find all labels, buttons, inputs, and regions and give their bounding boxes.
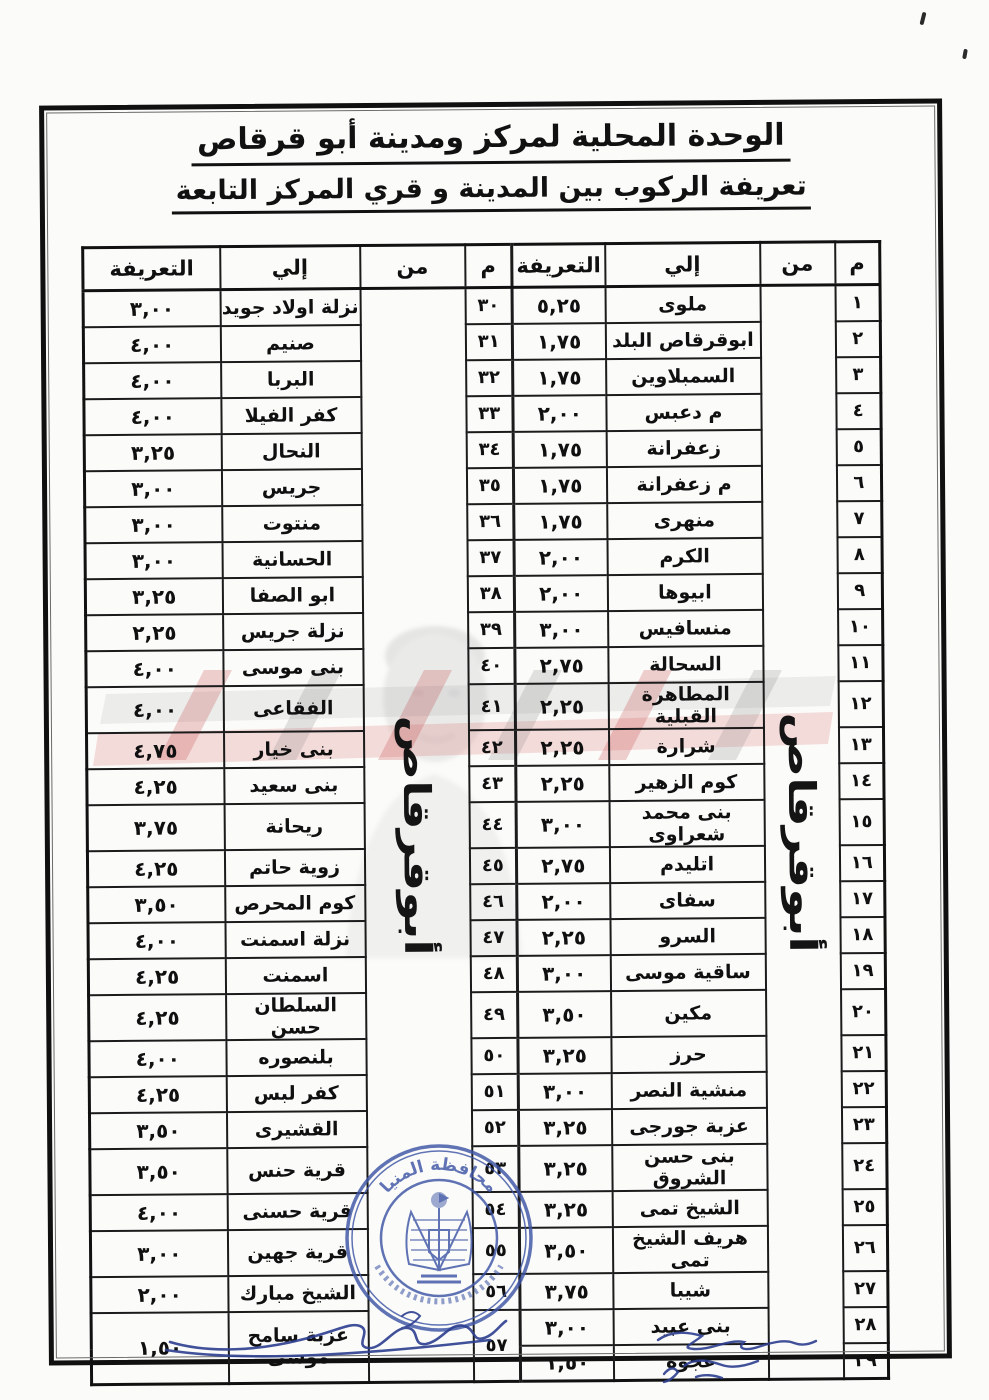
- fare-cell: ٢,٢٥: [515, 729, 608, 766]
- row-number-cell: ١٧: [840, 880, 885, 916]
- fare-cell: ٢,٧٥: [516, 847, 609, 884]
- destination-cell: بنى محمد شعراوى: [609, 799, 764, 846]
- row-number-cell: ٣٦: [467, 503, 514, 539]
- fare-cell: ١,٥٠: [520, 1345, 613, 1382]
- fare-cell: ٣,٢٥: [518, 1109, 611, 1146]
- row-number-cell: ٣٨: [467, 575, 514, 611]
- fare-cell: ٣,٠٠: [515, 611, 608, 648]
- from-vertical-label-right: أبوقرقاص: [779, 711, 825, 953]
- destination-cell: كفر الفيلا: [221, 397, 361, 434]
- destination-cell: الشيخ تمى: [612, 1189, 767, 1226]
- fare-cell: ٤,٠٠: [88, 922, 225, 959]
- row-number-cell: ٤: [836, 392, 881, 428]
- row-number-cell: ١٤: [839, 762, 884, 798]
- row-number-cell: ٥٥: [472, 1227, 519, 1273]
- row-number-cell: ٤٨: [470, 955, 517, 991]
- destination-cell: زعفرانة: [606, 429, 761, 466]
- destination-cell: زوية حاتم: [224, 849, 364, 886]
- ink-speck: [919, 12, 926, 26]
- destination-cell: جريس: [221, 469, 361, 506]
- header-to-left: إلي: [220, 246, 360, 290]
- destination-cell: نزلة اسمنت: [225, 921, 365, 958]
- destination-cell: سفاى: [610, 881, 765, 918]
- fare-table-header: [83, 241, 880, 290]
- fare-cell: ٢,٢٥: [515, 683, 608, 730]
- destination-cell: اتليدم: [609, 845, 764, 882]
- ink-speck: [962, 49, 968, 60]
- header-fare-left: التعريفة: [83, 247, 220, 291]
- row-number-cell: ٧: [837, 500, 882, 536]
- fare-cell: ٤,٠٠: [84, 398, 221, 435]
- destination-cell: الفقاعى: [223, 685, 363, 732]
- fare-cell: ٣,٢٥: [518, 1037, 611, 1074]
- fare-cell: ١,٧٥: [512, 323, 605, 360]
- row-number-cell: ٤٢: [468, 729, 515, 765]
- fare-cell: ٤,٢٥: [89, 1076, 226, 1113]
- destination-cell: منتوت: [222, 505, 362, 542]
- fare-cell: ٣,٥٠: [518, 991, 611, 1038]
- destination-cell: البربا: [221, 361, 361, 398]
- row-number-cell: ١١: [838, 644, 883, 680]
- destination-cell: م دعبس: [606, 393, 761, 430]
- row-number-cell: ٢٢: [841, 1070, 886, 1106]
- fare-cell: ٣,٠٠: [518, 1073, 611, 1110]
- page-title: الوحدة المحلية لمركز ومدينة أبو قرقاص: [191, 119, 791, 166]
- destination-cell: بنى سعيد: [224, 767, 364, 804]
- fare-cell: ٢,٠٠: [514, 539, 607, 576]
- fare-cell: ٤,٧٥: [86, 732, 223, 769]
- fare-cell: ٤,٢٥: [87, 768, 224, 805]
- fare-cell: ٢,٢٥: [516, 765, 609, 802]
- destination-cell: السمبلاوين: [606, 357, 761, 394]
- row-number-cell: ٥٧: [473, 1309, 521, 1381]
- row-number-cell: ١٢: [838, 680, 883, 726]
- destination-cell: كوم المحرص: [225, 885, 365, 922]
- destination-cell: بنى حسن الشروق: [612, 1143, 767, 1190]
- header-from-left: من: [360, 245, 465, 289]
- row-number-cell: ٢٥: [842, 1188, 887, 1224]
- fare-cell: ٣,٠٠: [90, 1230, 227, 1277]
- signature-right: [640, 1312, 870, 1400]
- destination-cell: كوم الزهير: [609, 763, 764, 800]
- destination-cell: صنيم: [220, 325, 360, 362]
- fare-cell: ٣,٠٠: [83, 290, 220, 327]
- row-number-cell: ٤٠: [468, 647, 515, 683]
- fare-cell: ١,٧٥: [514, 503, 607, 540]
- fare-cell: ٣,٠٠: [85, 542, 222, 579]
- row-number-cell: ٥٢: [471, 1109, 518, 1145]
- destination-cell: السحالة: [608, 645, 763, 682]
- row-number-cell: ٢٤: [842, 1142, 887, 1188]
- destination-cell: منسافيس: [608, 609, 763, 646]
- destination-cell: السرو: [610, 917, 765, 954]
- destination-cell: بنى عبيد: [613, 1307, 768, 1344]
- row-number-cell: ١: [835, 284, 880, 320]
- row-number-cell: ٣٢: [466, 359, 513, 395]
- fare-cell: ١,٥٠: [91, 1312, 229, 1385]
- row-number-cell: ٢١: [841, 1034, 886, 1070]
- destination-cell: منهرى: [607, 501, 762, 538]
- row-number-cell: ٢٣: [841, 1106, 886, 1142]
- row-number-cell: ٨: [837, 536, 882, 572]
- fare-cell: ٣,٠٠: [516, 801, 609, 848]
- destination-cell: قرية حنس: [227, 1147, 367, 1194]
- destination-cell: كفر لبس: [226, 1075, 366, 1112]
- fare-cell: ٣,٠٠: [85, 506, 222, 543]
- destination-cell: ابو الصفا: [222, 577, 362, 614]
- table-row: [83, 284, 880, 326]
- destination-cell: الكرم: [607, 537, 762, 574]
- destination-cell: قرية جهين: [227, 1229, 367, 1276]
- row-number-cell: ٥١: [471, 1073, 518, 1109]
- row-number-cell: ١٥: [839, 798, 884, 844]
- header-num-left: م: [465, 244, 512, 287]
- destination-cell: بنى خيار: [223, 731, 363, 768]
- fare-cell: ٤,٢٥: [89, 994, 226, 1041]
- destination-cell: ريحانة: [224, 803, 364, 850]
- row-number-cell: ٣٣: [466, 395, 513, 431]
- row-number-cell: ٤٥: [469, 847, 516, 883]
- row-number-cell: ٩: [837, 572, 882, 608]
- row-number-cell: ١٩: [840, 952, 885, 988]
- fare-cell: ٤,٠٠: [86, 686, 223, 733]
- row-number-cell: ٤١: [468, 683, 515, 729]
- svg-text:محافظة المنيا: [376, 1155, 501, 1198]
- fare-cell: ٣,٥٠: [88, 886, 225, 923]
- fare-cell: ٢,٠٠: [514, 575, 607, 612]
- row-number-cell: ٢٩: [843, 1342, 888, 1378]
- destination-cell: اسمنت: [225, 957, 365, 994]
- header-num-right: م: [835, 241, 880, 284]
- row-number-cell: ٦: [836, 464, 881, 500]
- destination-cell: الحسانية: [222, 541, 362, 578]
- fare-cell: ٤,٢٥: [88, 958, 225, 995]
- destination-cell: بلنصوره: [226, 1039, 366, 1076]
- fare-cell: ٣,٢٥: [85, 578, 222, 615]
- row-number-cell: ٣٧: [467, 539, 514, 575]
- fare-cell: ٣,٥٠: [89, 1112, 226, 1149]
- fare-cell: ٢,٠٠: [91, 1276, 228, 1313]
- title-block: [44, 118, 938, 216]
- destination-cell: نزلة اولاد جويد: [220, 289, 360, 326]
- destination-cell: ساقية موسى: [610, 953, 765, 990]
- fare-cell: ٤,٢٥: [87, 850, 224, 887]
- page-subtitle: تعريفة الركوب بين المدينة و قري المركز التابعة: [172, 170, 811, 214]
- row-number-cell: ٤٦: [470, 883, 517, 919]
- header-fare-right: التعريفة: [512, 244, 605, 288]
- row-number-cell: ٢٠: [841, 988, 886, 1034]
- fare-cell: ١,٧٥: [513, 359, 606, 396]
- destination-cell: حرز: [611, 1035, 766, 1072]
- fare-cell: ١,٧٥: [513, 467, 606, 504]
- row-number-cell: ٥٣: [472, 1145, 519, 1191]
- fare-cell: ١,٧٥: [513, 431, 606, 468]
- from-vertical-label-left: أبوقرقاص: [394, 714, 440, 956]
- row-number-cell: ٣٠: [465, 287, 512, 323]
- fare-cell: ٤,٠٠: [84, 362, 221, 399]
- row-number-cell: ٥٤: [472, 1191, 519, 1227]
- row-number-cell: ٣٤: [466, 431, 513, 467]
- destination-cell: شيبا: [613, 1271, 768, 1308]
- eagle-emblem: [406, 1193, 471, 1282]
- destination-cell: السلطان حسن: [226, 993, 366, 1040]
- row-number-cell: ٤٤: [469, 801, 516, 847]
- row-number-cell: ٥٠: [471, 1037, 518, 1073]
- fare-cell: ٢,٢٥: [86, 614, 223, 651]
- fare-cell: ٢,٠٠: [517, 883, 610, 920]
- row-number-cell: ٣: [836, 356, 881, 392]
- fare-cell: ٢,٧٥: [515, 647, 608, 684]
- fare-cell: ٣,٢٥: [519, 1145, 612, 1192]
- row-number-cell: ٢٧: [843, 1270, 888, 1306]
- destination-cell: عجوه: [613, 1343, 768, 1380]
- row-number-cell: ٥: [836, 428, 881, 464]
- destination-cell: بنى موسى: [223, 649, 363, 686]
- destination-cell: ابيوها: [607, 573, 762, 610]
- row-number-cell: ١٨: [840, 916, 885, 952]
- destination-cell: عزبة سامح موسى: [228, 1311, 369, 1384]
- fare-cell: ٤,٠٠: [89, 1040, 226, 1077]
- fare-cell: ٣,٠٠: [517, 955, 610, 992]
- row-number-cell: ١٠: [838, 608, 883, 644]
- destination-cell: نزلة جريس: [223, 613, 363, 650]
- fare-cell: ٥,٢٥: [512, 287, 605, 324]
- stamp-top-text: محافظة المنيا: [376, 1154, 502, 1198]
- destination-cell: ملوى: [605, 285, 760, 322]
- fare-cell: ٣,٢٥: [519, 1191, 612, 1228]
- destination-cell: قرية حسنى: [227, 1193, 367, 1230]
- destination-cell: القشيرى: [226, 1111, 366, 1148]
- fare-cell: ٣,٢٥: [84, 434, 221, 471]
- destination-cell: عزبة جورجى: [611, 1107, 766, 1144]
- row-number-cell: ٣١: [465, 323, 512, 359]
- row-number-cell: ٣٥: [466, 467, 513, 503]
- destination-cell: شرارة: [608, 727, 763, 764]
- row-number-cell: ٥٦: [473, 1273, 520, 1309]
- destination-cell: المطاهرة القبلية: [608, 681, 763, 728]
- destination-cell: الشيخ مبارك: [228, 1275, 368, 1312]
- fare-cell: ٣,٠٠: [520, 1309, 613, 1346]
- fare-cell: ٢,٢٥: [517, 919, 610, 956]
- fare-cell: ٤,٠٠: [83, 326, 220, 363]
- fare-cell: ٢,٠٠: [513, 395, 606, 432]
- header-to-right: إلي: [605, 242, 760, 286]
- from-column-cell-right: [760, 285, 844, 1380]
- row-number-cell: ٤٣: [469, 765, 516, 801]
- destination-cell: هريف الشيخ تمى: [612, 1225, 767, 1272]
- destination-cell: النحال: [221, 433, 361, 470]
- destination-cell: منشية النصر: [611, 1071, 766, 1108]
- fare-cell: ٣,٥٠: [90, 1148, 227, 1195]
- fare-cell: ٤,٠٠: [90, 1194, 227, 1231]
- destination-cell: ابوقرقاص البلد: [605, 321, 760, 358]
- fare-cell: ٤,٠٠: [86, 650, 223, 687]
- fare-cell: ٣,٧٥: [520, 1273, 613, 1310]
- signature-left: [150, 1292, 520, 1372]
- header-from-right: من: [760, 242, 835, 286]
- fare-cell: ٣,٧٥: [87, 804, 224, 851]
- row-number-cell: ٤٧: [470, 919, 517, 955]
- row-number-cell: ٢٨: [843, 1306, 888, 1342]
- row-number-cell: ١٦: [839, 844, 884, 880]
- destination-cell: م زعفرانة: [606, 465, 761, 502]
- row-number-cell: ٣٩: [468, 611, 515, 647]
- row-number-cell: ٢: [835, 320, 880, 356]
- row-number-cell: ١٣: [838, 726, 883, 762]
- row-number-cell: ٤٩: [471, 991, 518, 1037]
- fare-cell: ٣,٠٠: [84, 470, 221, 507]
- fare-cell: ٣,٥٠: [519, 1227, 612, 1274]
- row-number-cell: ٢٦: [842, 1224, 887, 1270]
- destination-cell: مكين: [611, 989, 766, 1036]
